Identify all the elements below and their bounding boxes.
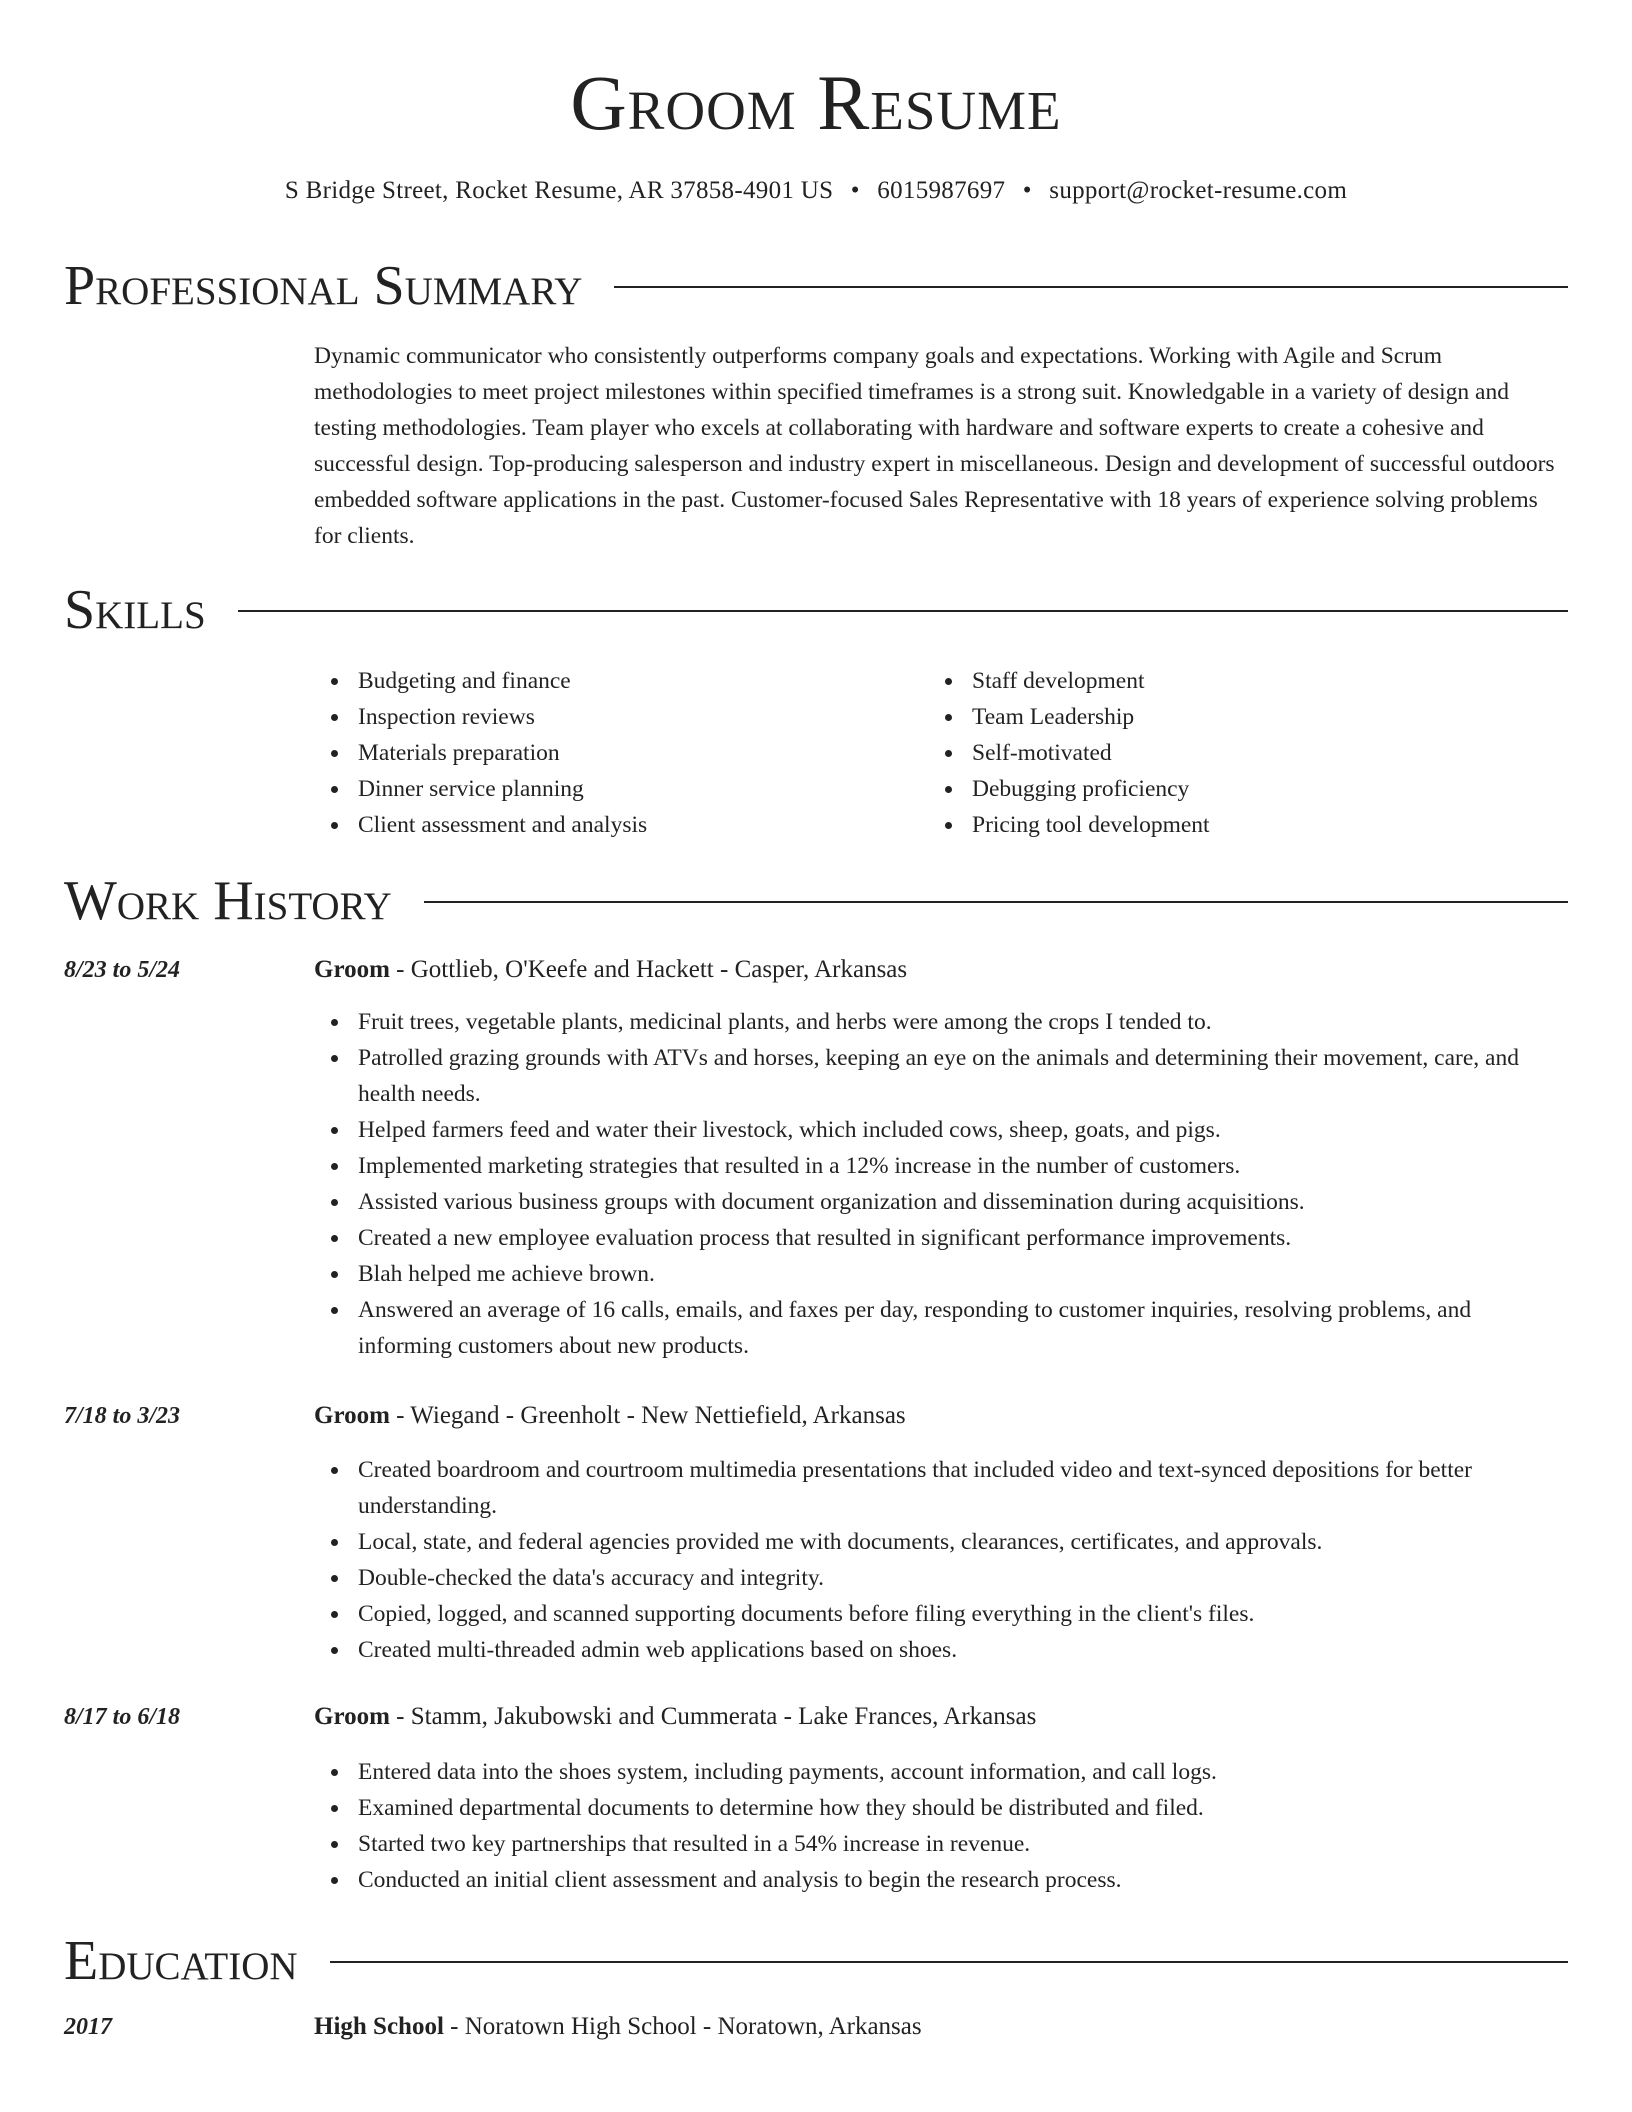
job-bullet: Answered an average of 16 calls, emails, and faxes per day, responding to customer inquiries, resolving problems, and informing customers about new products. (358, 1292, 1568, 1364)
skills-column-right (928, 663, 1488, 843)
contact-separator: • (1022, 177, 1032, 204)
job-bullet: Conducted an initial client assessment and analysis to begin the research process. (358, 1862, 1568, 1898)
job-heading (314, 1699, 1036, 1735)
summary-section-header (64, 256, 1568, 316)
skill-item: Dinner service planning (358, 771, 874, 807)
job-responsibilities (314, 1452, 1568, 1668)
job-dates: 7/18 to 3/23 (64, 1403, 181, 1429)
resume-name: Groom Resume (570, 59, 1062, 146)
skills-column-left (314, 663, 874, 843)
job-bullet: Created multi-threaded admin web applications based on shoes. (358, 1632, 1568, 1668)
job-details: - Stamm, Jakubowski and Cummerata - Lake Frances, Arkansas (389, 1703, 1037, 1730)
job-bullet: Double-checked the data's accuracy and integrity. (358, 1560, 1568, 1596)
contact-separator: • (850, 177, 860, 204)
skill-item: Budgeting and finance (358, 663, 874, 699)
education-heading (314, 2009, 922, 2045)
skill-item: Debugging proficiency (972, 771, 1488, 807)
skills-section-title: Skills (64, 580, 238, 640)
job-bullet: Started two key partnerships that resulted in a 54% increase in revenue. (358, 1826, 1568, 1862)
contact-line (0, 174, 1632, 208)
skill-item: Pricing tool development (972, 807, 1488, 843)
job-title: Groom (314, 1703, 390, 1730)
job-bullet: Created a new employee evaluation process that resulted in significant performance improvements. (358, 1220, 1568, 1256)
job-dates: 8/17 to 6/18 (64, 1704, 181, 1730)
job-details: - Gottlieb, O'Keefe and Hackett - Casper, Arkansas (389, 956, 908, 983)
job-bullet: Blah helped me achieve brown. (358, 1256, 1568, 1292)
contact-email: support@rocket-resume.com (1049, 177, 1348, 204)
work-section-header (64, 871, 1568, 931)
education-degree: High School (314, 2013, 444, 2040)
skill-item: Client assessment and analysis (358, 807, 874, 843)
job-dates: 8/23 to 5/24 (64, 957, 181, 983)
skill-item: Self-motivated (972, 735, 1488, 771)
job-title: Groom (314, 956, 390, 983)
skill-item: Team Leadership (972, 699, 1488, 735)
job-bullet: Copied, logged, and scanned supporting documents before filing everything in the client's files. (358, 1596, 1568, 1632)
education-details: - Noratown High School - Noratown, Arkansas (443, 2013, 922, 2040)
section-divider (64, 610, 1568, 612)
job-heading (314, 1398, 906, 1434)
contact-phone: 6015987697 (877, 177, 1006, 204)
job-title: Groom (314, 1402, 390, 1429)
job-details: - Wiegand - Greenholt - New Nettiefield, Arkansas (389, 1402, 906, 1429)
work-section-title: Work History (64, 871, 424, 931)
job-responsibilities (314, 1754, 1568, 1898)
skill-item: Staff development (972, 663, 1488, 699)
skills-section-header (64, 580, 1568, 640)
skill-item: Inspection reviews (358, 699, 874, 735)
job-bullet: Created boardroom and courtroom multimedia presentations that included video and text-synced depositions for better understanding. (358, 1452, 1568, 1524)
job-heading (314, 952, 907, 988)
job-responsibilities (314, 1004, 1568, 1364)
education-section-title: Education (64, 1931, 330, 1991)
education-dates: 2017 (64, 2014, 112, 2040)
job-bullet: Implemented marketing strategies that resulted in a 12% increase in the number of customers. (358, 1148, 1568, 1184)
job-bullet: Local, state, and federal agencies provided me with documents, clearances, certificates, and approvals. (358, 1524, 1568, 1560)
contact-address: S Bridge Street, Rocket Resume, AR 37858-4901 US (284, 177, 834, 204)
education-section-header (64, 1931, 1568, 1991)
job-bullet: Fruit trees, vegetable plants, medicinal plants, and herbs were among the crops I tended to. (358, 1004, 1568, 1040)
job-bullet: Examined departmental documents to determine how they should be distributed and filed. (358, 1790, 1568, 1826)
summary-text: Dynamic communicator who consistently outperforms company goals and expectations. Working with Agile and Scrum methodologies to meet project milestones within specified timeframes is a strong suit. Knowledgable in a variety of design and testing methodologies. Team player who excels at collaborating with hardware and software experts to create a cohesive and successful design. Top-producing salesperson and industry expert in miscellaneous. Design and development of successful outdoors embedded software applications in the past. Customer-focused Sales Representative with 18 years of experience solving problems for clients. (314, 343, 1555, 549)
job-bullet: Assisted various business groups with document organization and dissemination during acquisitions. (358, 1184, 1568, 1220)
job-bullet: Entered data into the shoes system, including payments, account information, and call logs. (358, 1754, 1568, 1790)
job-bullet: Helped farmers feed and water their livestock, which included cows, sheep, goats, and pigs. (358, 1112, 1568, 1148)
summary-section-title: Professional Summary (64, 256, 614, 316)
skill-item: Materials preparation (358, 735, 874, 771)
job-bullet: Patrolled grazing grounds with ATVs and horses, keeping an eye on the animals and determining their movement, care, and health needs. (358, 1040, 1568, 1112)
